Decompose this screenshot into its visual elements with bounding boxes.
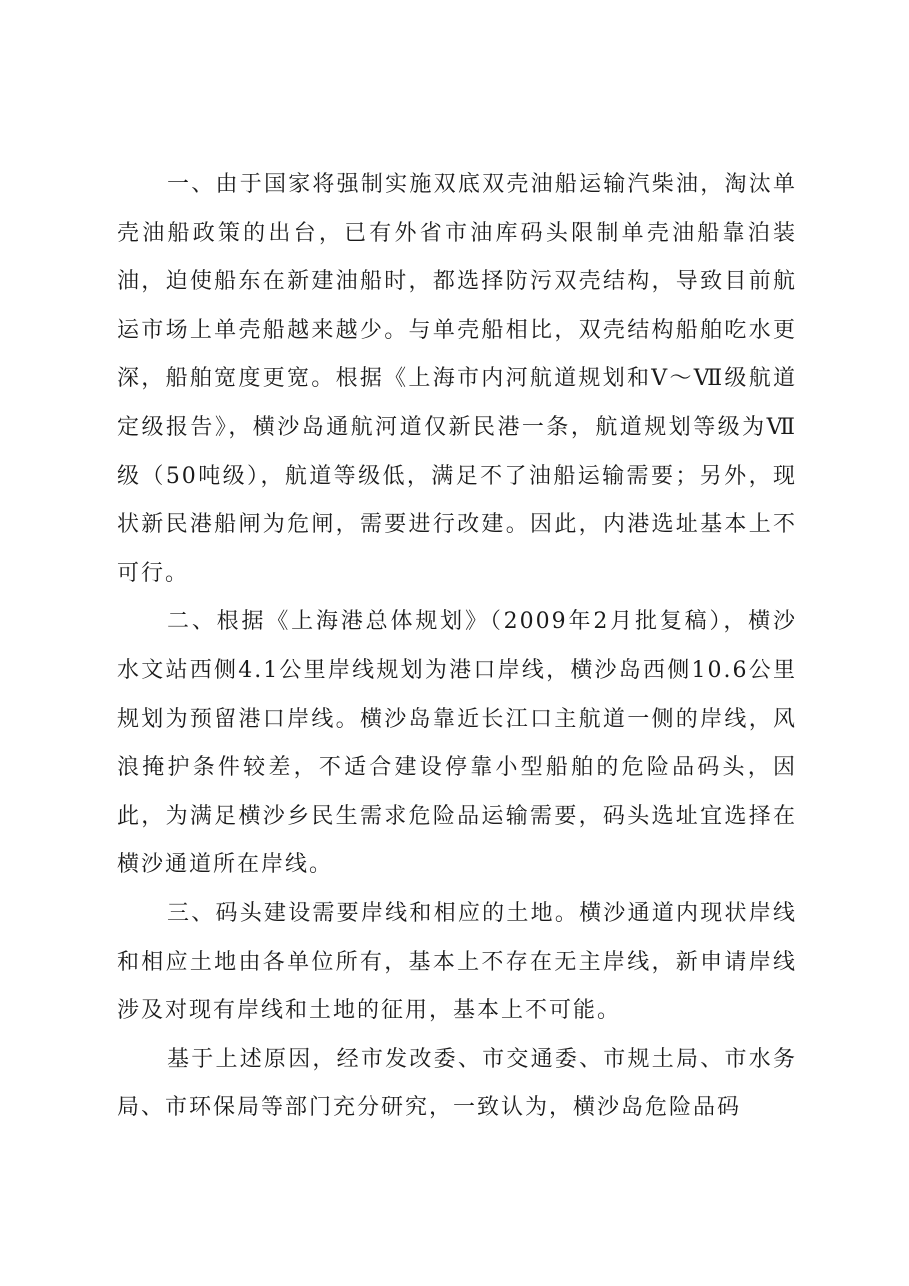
- paragraph-1: 一、由于国家将强制实施双底双壳油船运输汽柴油，淘汰单壳油船政策的出台，已有外省市油库码头限制单壳油船靠泊装油，迫使船东在新建油船时，都选择防污双壳结构，导致目前航运市场上单壳船越来越少。与单壳船相比，双壳结构船舶吃水更深，船舶宽度更宽。根据《上海市内河航道规划和Ⅴ～Ⅶ级航道定级报告》，横沙岛通航河道仅新民港一条，航道规划等级为Ⅶ级（50吨级），航道等级低，满足不了油船运输需要；另外，现状新民港船闸为危闸，需要进行改建。因此，内港选址基本上不可行。: [117, 172, 797, 586]
- paragraph-2: 二、根据《上海港总体规划》（2009年2月批复稿），横沙水文站西侧4.1公里岸线规划为港口岸线，横沙岛西侧10.6公里规划为预留港口岸线。横沙岛靠近长江口主航道一侧的岸线，风浪掩护条件较差，不适合建设停靠小型船舶的危险品码头，因此，为满足横沙乡民生需求危险品运输需要，码头选址宜选择在横沙通道所在岸线。: [117, 609, 797, 878]
- paragraph-4: 基于上述原因，经市发改委、市交通委、市规土局、市水务局、市环保局等部门充分研究，一致认为，横沙岛危险品码: [117, 1046, 797, 1121]
- document-body: [117, 161, 797, 1133]
- paragraph-3: 三、码头建设需要岸线和相应的土地。横沙通道内现状岸线和相应土地由各单位所有，基本上不存在无主岸线，新申请岸线涉及对现有岸线和土地的征用，基本上不可能。: [117, 900, 797, 1024]
